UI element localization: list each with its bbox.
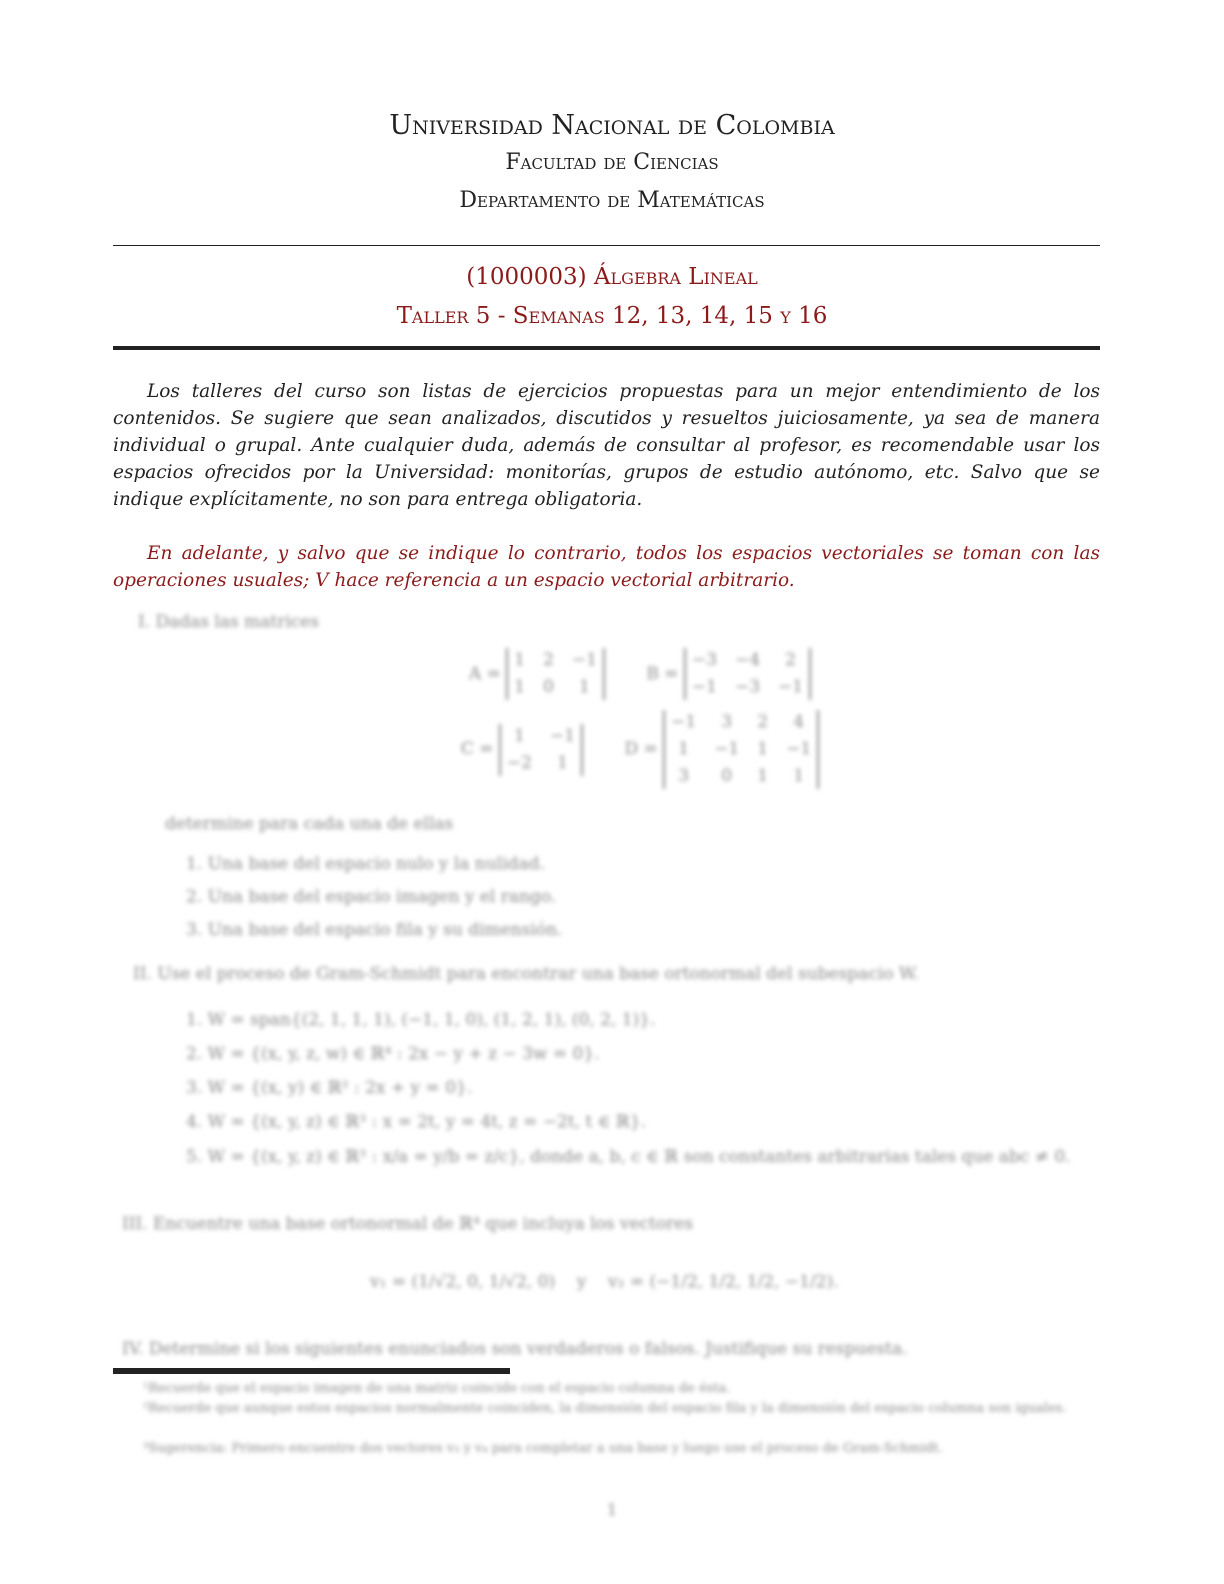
footnote-3: ³Sugerencia: Primero encuentre dos vectores v₃ y v₄ para completar a una base y luego use el proceso de Gram-Schmidt. <box>143 1441 943 1456</box>
exercise-1-item-2: 2. Una base del espacio imagen y el rango. <box>186 887 557 907</box>
matrix-entry: 0 <box>543 677 554 697</box>
matrix-entry: −1 <box>786 739 812 759</box>
matrix-d: D = −1 3 2 4 1 −1 1 −1 3 0 1 1 <box>624 710 819 789</box>
matrix-entry: 1 <box>579 677 590 697</box>
exercise-4-title: IV. Determine si los siguientes enunciados son verdaderos o falsos. Justifique su respuesta. <box>122 1339 908 1359</box>
matrix-entry: −4 <box>734 650 761 670</box>
vector-v1: v₁ = (1/√2, 0, 1/√2, 0) <box>370 1272 556 1292</box>
exercise-2-item-4: 4. W = {(x, y, z) ∈ ℝ³ : x = 2t, y = 4t, z = −2t, t ∈ ℝ}. <box>186 1112 647 1132</box>
matrices-row-1 <box>420 648 860 700</box>
university-name: Universidad Nacional de Colombia <box>389 110 835 141</box>
matrix-entry: −3 <box>691 650 717 670</box>
exercise-1-item-1: 1. Una base del espacio nulo y la nulidad. <box>186 854 545 874</box>
matrix-entry: −1 <box>571 650 597 670</box>
matrix-entry: −1 <box>549 725 576 746</box>
footnote-2: ²Recuerde que aunque estos espacios normalmente coinciden, la dimensión del espacio fila y la dimensión del espacio columna son iguales. <box>143 1401 1067 1416</box>
header-rule-thick <box>113 346 1100 350</box>
exercise-1-title: I. Dadas las matrices <box>138 612 320 632</box>
matrix-entry: 3 <box>721 712 733 732</box>
matrix-entry: −1 <box>778 677 804 697</box>
exercise-3-title: III. Encuentre una base ortonormal de ℝ⁴ que incluya los vectores <box>122 1214 694 1234</box>
vector-v2: v₂ = (−1/2, 1/2, 1/2, −1/2). <box>608 1272 839 1292</box>
matrices-row-2 <box>420 710 860 789</box>
matrix-entry: −2 <box>506 752 532 773</box>
matrix-entry: 0 <box>721 766 733 786</box>
exercise-3-vectors <box>370 1270 890 1295</box>
footnote-1: ¹Recuerde que el espacio imagen de una matriz coincide con el espacio columna de ésta. <box>143 1381 731 1396</box>
exercise-1-item-3: 3. Una base del espacio fila y su dimensión. <box>186 920 563 940</box>
matrix-entry: 1 <box>514 725 525 746</box>
matrix-b: B = −3 −4 2 −1 −3 −1 <box>646 648 811 700</box>
matrix-entry: 1 <box>793 766 805 786</box>
matrix-entry: −1 <box>714 739 740 759</box>
matrix-entry: 2 <box>757 712 769 732</box>
page-number: 1 <box>606 1500 618 1519</box>
intro-paragraph: Los talleres del curso son listas de ejercicios propuestas para un mejor entendimiento de los contenidos. Se sugiere que sean analizados, discutidos y resueltos juiciosamente, ya sea de manera individual o grupal. Ante cualquier duda, además de consultar al profesor, es recomendable usar los espacios ofrecidos por la Universidad: monitorías, grupos de estudio autónomo, etc. Salvo que se indique explícitamente, no son para entrega obligatoria. <box>113 381 1100 510</box>
exercise-2-item-5: 5. W = {(x, y, z) ∈ ℝ³ : x/a = y/b = z/c}, donde a, b, c ∈ ℝ son constantes arbitrarias tales que abc ≠ 0. <box>186 1147 1071 1167</box>
exercise-1-prompt: determine para cada una de ellas <box>165 814 454 834</box>
matrix-entry: 1 <box>514 650 526 670</box>
footnote-rule <box>113 1368 510 1374</box>
exercise-2-item-2: 2. W = {(x, y, z, w) ∈ ℝ⁴ : 2x − y + z − 3w = 0}. <box>186 1044 600 1064</box>
conjunction: y <box>576 1272 587 1292</box>
matrix-entry: 2 <box>543 650 554 670</box>
faculty-name: Facultad de Ciencias <box>505 150 719 175</box>
matrix-a: A = 1 2 −1 1 0 1 <box>469 648 605 700</box>
matrix-entry: 4 <box>793 712 805 732</box>
matrix-entry: 3 <box>678 766 690 786</box>
matrix-entry: 2 <box>785 650 796 670</box>
matrix-entry: −1 <box>691 677 717 697</box>
note-paragraph: En adelante, y salvo que se indique lo contrario, todos los espacios vectoriales se toman con las operaciones usuales; V hace referencia a un espacio vectorial arbitrario. <box>113 543 1100 591</box>
matrix-entry: 1 <box>757 766 769 786</box>
exercise-2-title: II. Use el proceso de Gram-Schmidt para encontrar una base ortonormal del subespacio W. <box>133 964 919 984</box>
exercise-2-item-1: 1. W = span{(2, 1, 1, 1), (−1, 1, 0), (1, 2, 1), (0, 2, 1)}. <box>186 1010 656 1030</box>
matrix-entry: −3 <box>734 677 761 697</box>
header-rule-thin <box>113 245 1100 246</box>
matrix-entry: −1 <box>671 712 697 732</box>
matrix-entry: 1 <box>757 739 769 759</box>
exercise-2-item-3: 3. W = {(x, y) ∈ ℝ² : 2x + y = 0}. <box>186 1078 473 1098</box>
matrix-entry: 1 <box>514 677 526 697</box>
department-name: Departamento de Matemáticas <box>459 188 765 213</box>
course-title: (1000003) Álgebra Lineal <box>466 264 758 290</box>
workshop-title: Taller 5 - Semanas 12, 13, 14, 15 y 16 <box>396 303 828 329</box>
matrix-entry: 1 <box>678 739 690 759</box>
matrix-c: C = 1 −1 −2 1 <box>461 724 583 776</box>
matrix-entry: 1 <box>557 752 568 773</box>
